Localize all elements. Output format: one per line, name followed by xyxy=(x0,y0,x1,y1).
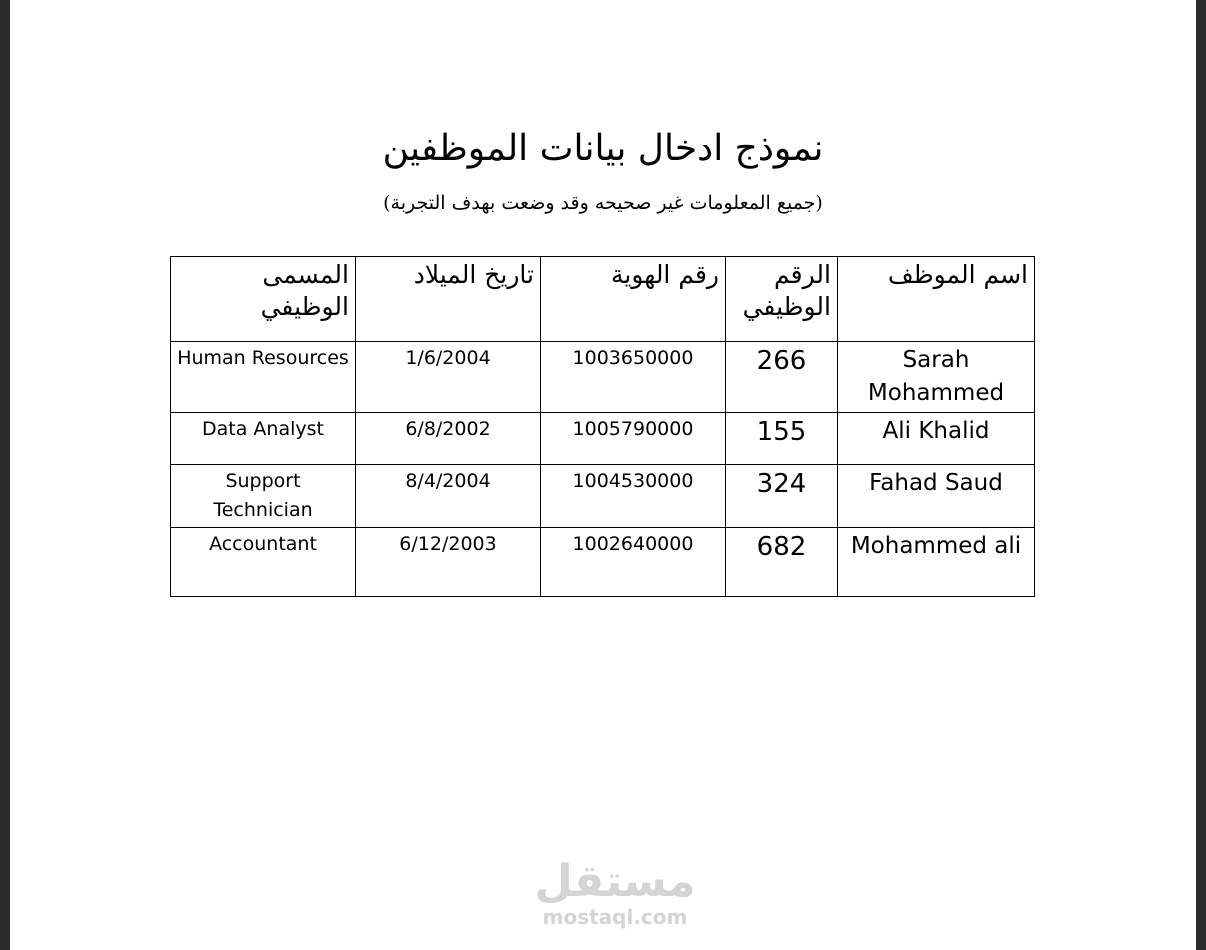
cell-employee-name: Fahad Saud xyxy=(838,465,1035,528)
header-job-title: المسمى الوظيفي xyxy=(171,257,356,342)
table-header-row xyxy=(171,257,1035,342)
watermark-arabic: مستقل xyxy=(534,856,696,907)
table-row xyxy=(171,465,1035,528)
cell-id-number: 1004530000 xyxy=(541,465,726,528)
watermark-latin: mostaql.com xyxy=(542,905,688,929)
document-title: نموذج ادخال بيانات الموظفين xyxy=(382,128,824,169)
table-row xyxy=(171,342,1035,413)
document-subtitle: (جميع المعلومات غير صحيحه وقد وضعت بهدف التجربة) xyxy=(383,192,823,214)
document-page xyxy=(10,0,1196,950)
cell-employee-name: Sarah Mohammed xyxy=(838,342,1035,413)
cell-birth-date: 6/8/2002 xyxy=(356,413,541,465)
cell-employee-no: 324 xyxy=(726,465,838,528)
cell-id-number: 1002640000 xyxy=(541,528,726,597)
cell-birth-date: 1/6/2004 xyxy=(356,342,541,413)
table-row xyxy=(171,528,1035,597)
cell-employee-name: Ali Khalid xyxy=(838,413,1035,465)
header-employee-no: الرقم الوظيفي xyxy=(726,257,838,342)
cell-birth-date: 6/12/2003 xyxy=(356,528,541,597)
cell-job-title: Accountant xyxy=(171,528,356,597)
header-id-number: رقم الهوية xyxy=(541,257,726,342)
header-employee-name: اسم الموظف xyxy=(838,257,1035,342)
cell-birth-date: 8/4/2004 xyxy=(356,465,541,528)
cell-employee-name: Mohammed ali xyxy=(838,528,1035,597)
cell-employee-no: 682 xyxy=(726,528,838,597)
cell-id-number: 1005790000 xyxy=(541,413,726,465)
cell-employee-no: 155 xyxy=(726,413,838,465)
employees-table xyxy=(170,256,1035,597)
cell-job-title: Human Resources xyxy=(171,342,356,413)
cell-employee-no: 266 xyxy=(726,342,838,413)
header-birth-date: تاريخ الميلاد xyxy=(356,257,541,342)
cell-job-title: Data Analyst xyxy=(171,413,356,465)
cell-job-title: Support Technician xyxy=(171,465,356,528)
table-row xyxy=(171,413,1035,465)
mostaql-watermark xyxy=(530,858,700,928)
cell-id-number: 1003650000 xyxy=(541,342,726,413)
